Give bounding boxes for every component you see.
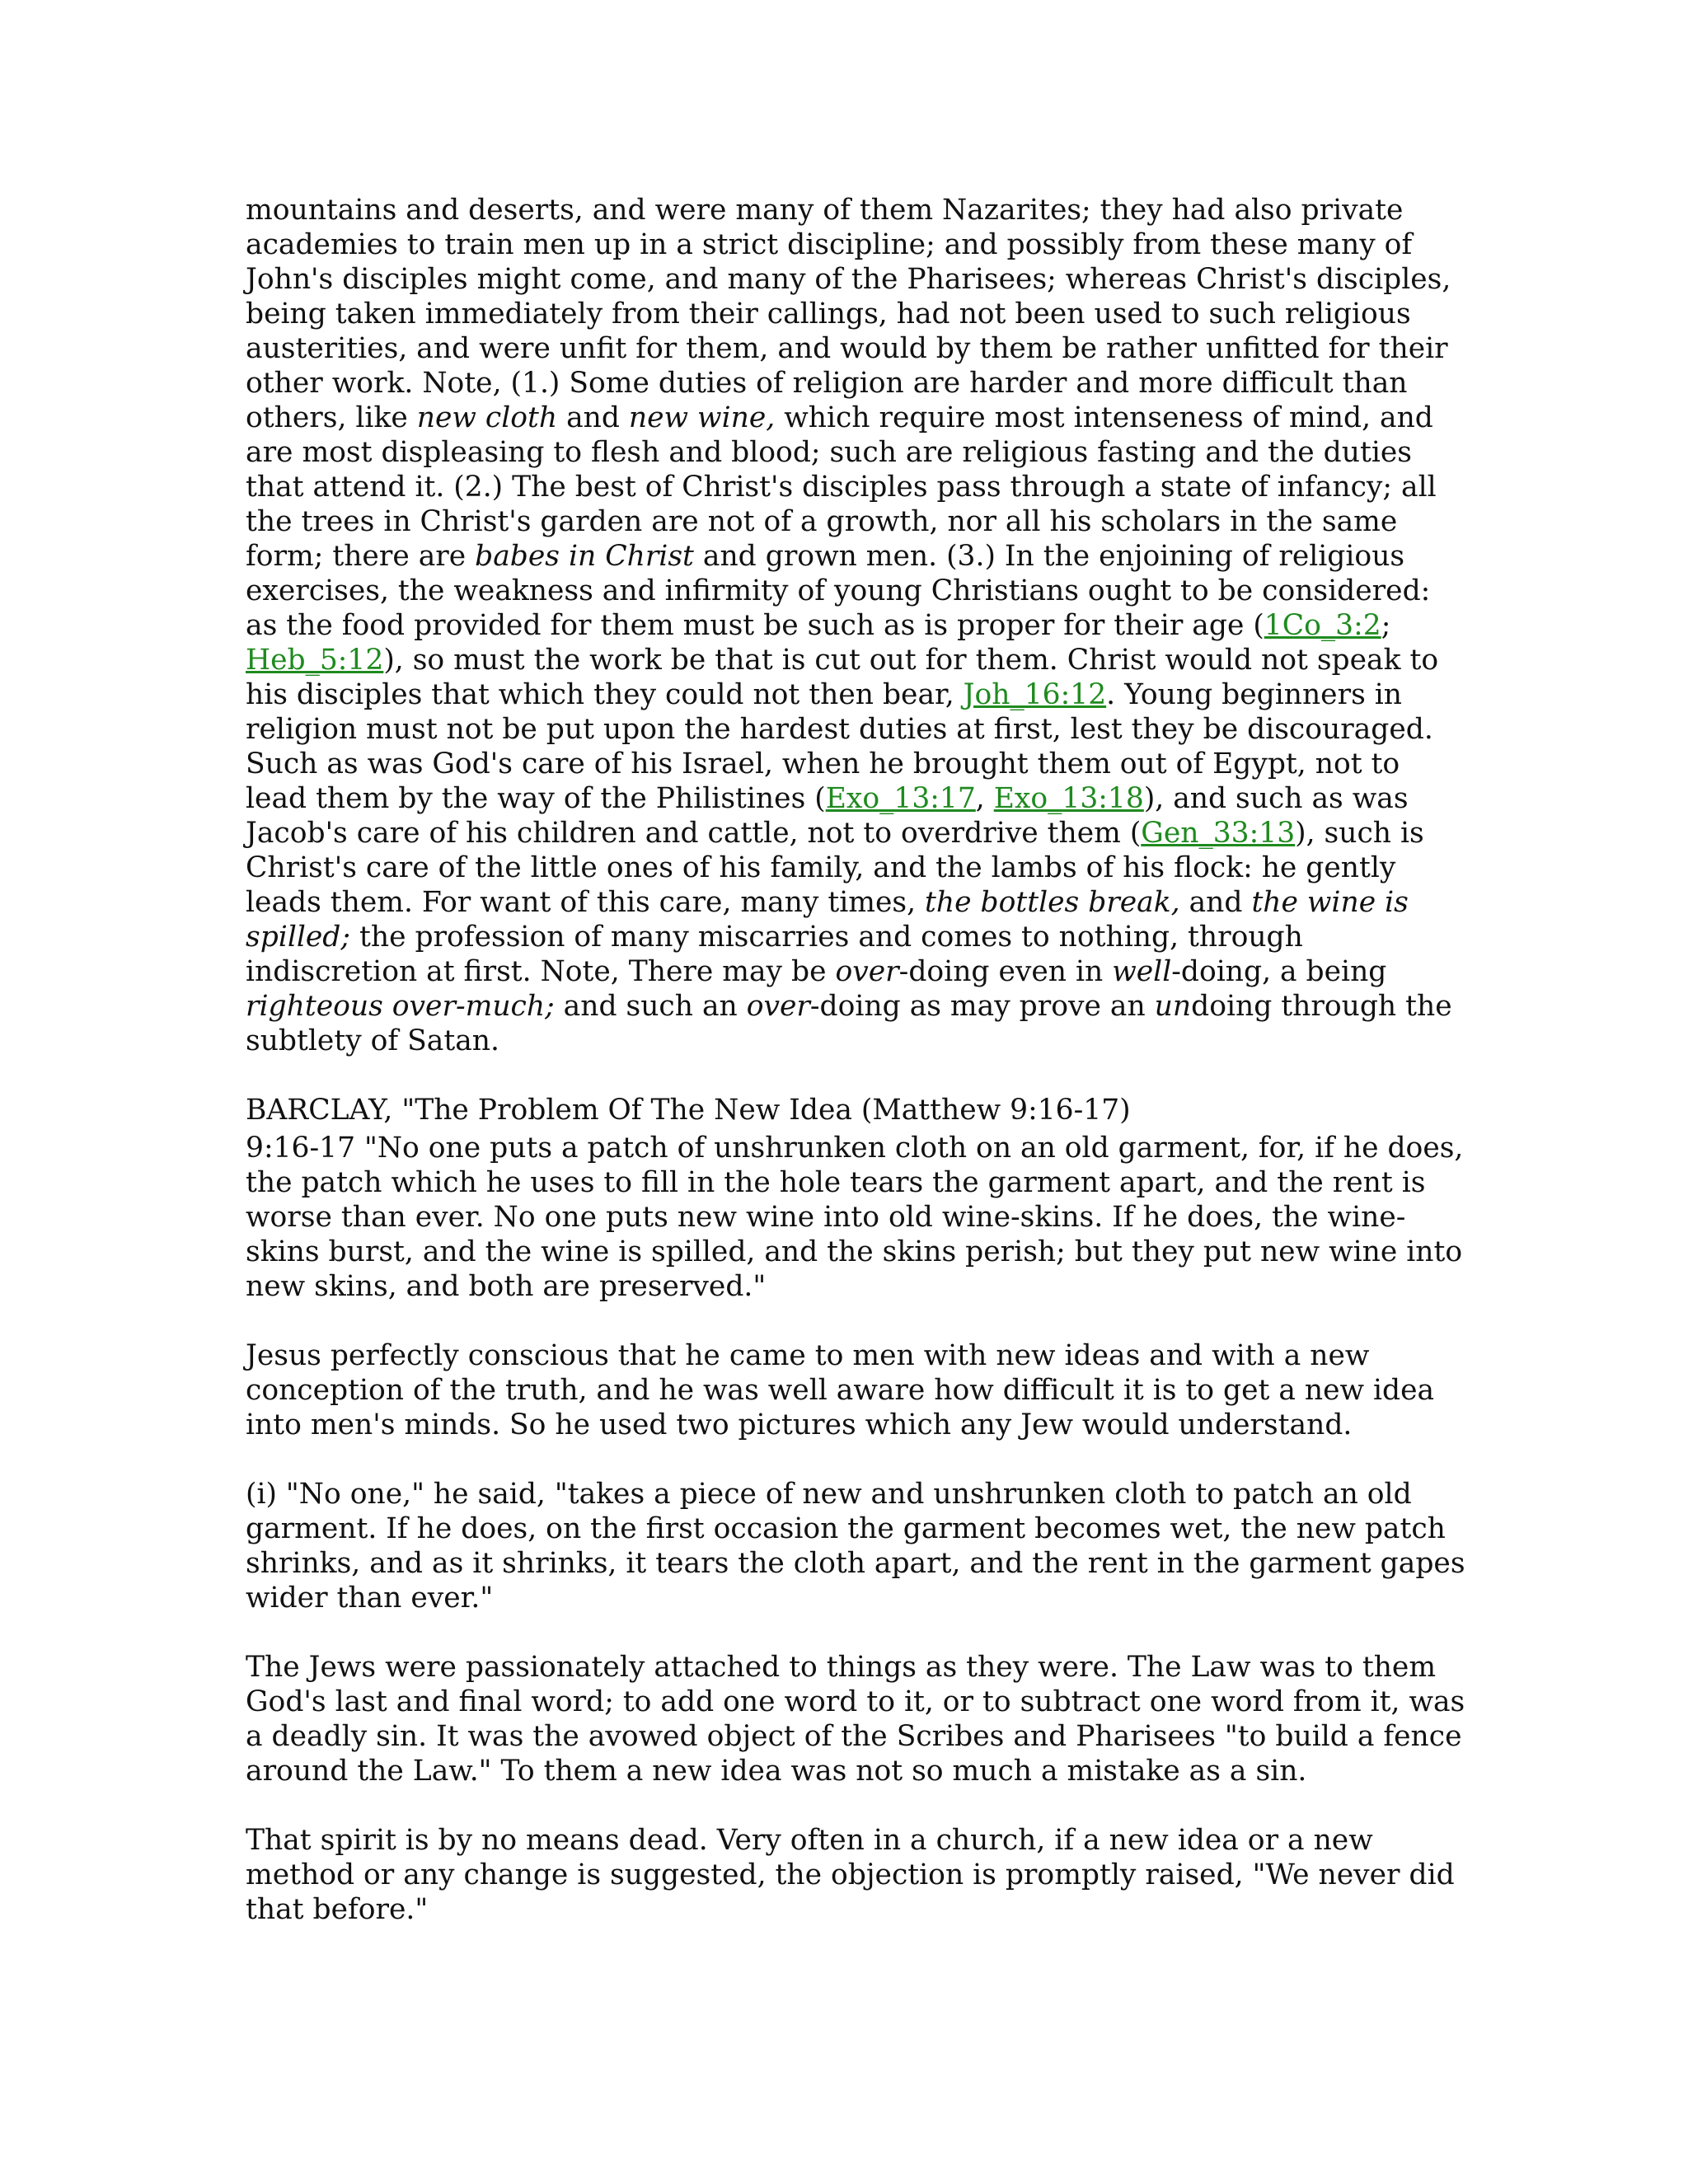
barclay-paragraph: (i) "No one," he said, "takes a piece of new and unshrunken cloth to patch an old garment. If he does, on the first occasion the garment becomes wet, the new patch shrinks, and as it shrinks, it tears the cloth apart, and the rent in the garment gapes wider than ever.": [246, 1478, 1465, 1615]
barclay-scripture-quote: 9:16-17 "No one puts a patch of unshrunken cloth on an old garment, for, if he does, the patch which he uses to fill in the hole tears the garment apart, and the rent is worse than ever. No one puts new wine into old wine-skins. If he does, the wine-skins burst, and the wine is spilled, and the skins perish; but they put new wine into new skins, and both are preserved.": [246, 1132, 1464, 1303]
barclay-paragraph: The Jews were passionately attached to things as they were. The Law was to them God's last and final word; to add one word to it, or to subtract one word from it, was a deadly sin. It was the avowed object of the Scribes and Pharisees "to build a fence around the Law." To them a new idea was not so much a mistake as a sin.: [246, 1651, 1465, 1788]
italic-phrase: over: [835, 955, 899, 988]
barclay-paragraph: That spirit is by no means dead. Very often in a church, if a new idea or a new method or any change is suggested, the objection is promptly raised, "We never did that before.": [246, 1824, 1455, 1926]
scripture-link-gen-33-13[interactable]: Gen_33:13: [1141, 817, 1296, 850]
scripture-link-exo-13-18[interactable]: Exo_13:18: [993, 782, 1144, 815]
scripture-link-heb-5-12[interactable]: Heb_5:12: [246, 644, 384, 677]
italic-phrase: over: [746, 990, 810, 1023]
italic-phrase: well: [1112, 955, 1172, 988]
barclay-paragraph: Jesus perfectly conscious that he came to men with new ideas and with a new conception of the truth, and he was well aware how difficult it is to get a new idea into men's minds. So he used two pictures which any Jew would understand.: [246, 1339, 1435, 1441]
barclay-heading: BARCLAY, "The Problem Of The New Idea (Matthew 9:16-17): [246, 1094, 1131, 1127]
italic-phrase: new cloth: [416, 401, 558, 434]
italic-phrase: new wine,: [628, 401, 776, 434]
italic-phrase: un: [1154, 990, 1192, 1023]
scripture-link-1co-3-2[interactable]: 1Co_3:2: [1264, 609, 1381, 642]
scripture-link-joh-16-12[interactable]: Joh_16:12: [963, 678, 1107, 711]
italic-phrase: babes in Christ: [475, 540, 694, 573]
commentary-paragraph: mountains and deserts, and were many of them Nazarites; they had also private academies to train men up in a strict discipline; and possibly from these many of John's disciples might come, and many of the Pharisees; whereas Christ's disciples, being taken immediately from their callings, had not been used to such religious austerities, and were unfit for them, and would by them be rather unfitted for their other work. Note, (1.) Some duties of religion are harder and more difficult than others, like new cloth and new wine, which require most intenseness of mind, and are most displeasing to flesh and blood; such are religious fasting and the duties that attend it. (2.) The best of Christ's disciples pass through a state of infancy; all the trees in Christ's garden are not of a growth, nor all his scholars in the same form; there are babes in Christ and grown men. (3.) In the enjoining of religious exercises, the weakness and infirmity of young Christians ought to be considered: as the food provided for them must be such as is proper for their age (1Co_3:2; Heb_5:12), so must the work be that is cut out for them. Christ would not speak to his disciples that which they could not then bear, Joh_16:12. Young beginners in religion must not be put upon the hardest duties at first, lest they be discouraged. Such as was God's care of his Israel, when he brought them out of Egypt, not to lead them by the way of the Philistines (Exo_13:17, Exo_13:18), and such as was Jacob's care of his children and cattle, not to overdrive them (Gen_33:13), such is Christ's care of the little ones of his family, and the lambs of his flock: he gently leads them. For want of this care, many times, the bottles break, and the wine is spilled; the profession of many miscarries and comes to nothing, through indiscretion at first. Note, There may be over-doing even in well-doing, a being righteous over-much; and such an over-doing as may prove an undoing through the subtlety of Satan.: [246, 194, 1452, 1057]
italic-phrase: the wine is spilled;: [246, 886, 1409, 954]
italic-phrase: the bottles break,: [925, 886, 1180, 919]
document-page: [246, 193, 1465, 1927]
italic-phrase: righteous over-much;: [246, 990, 555, 1023]
scripture-link-exo-13-17[interactable]: Exo_13:17: [825, 782, 976, 815]
